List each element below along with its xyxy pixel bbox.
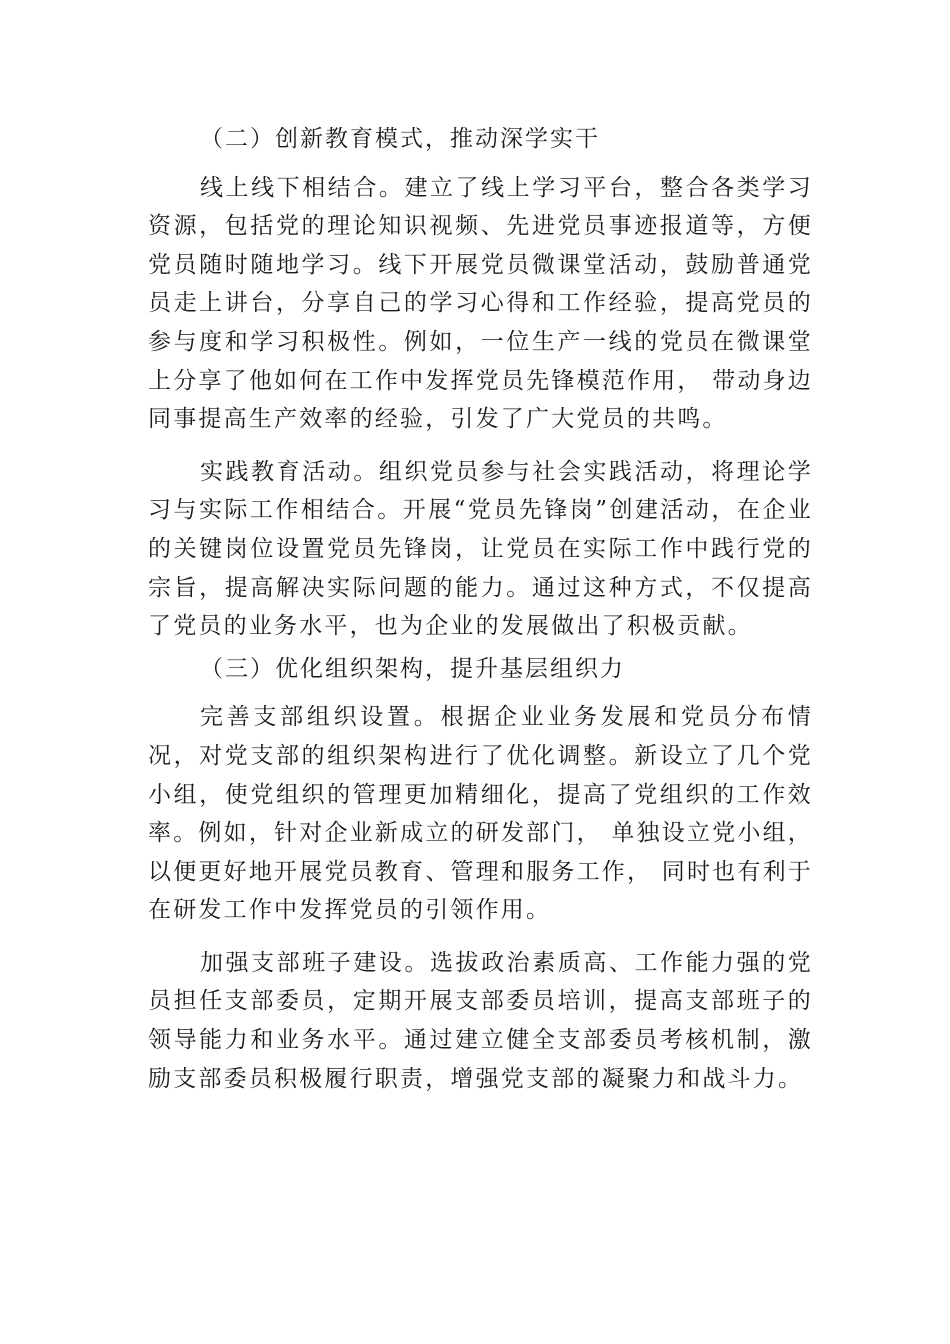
section-heading-3: （三）优化组织架构，提升基层组织力 [200, 655, 625, 682]
document-body [148, 120, 813, 1098]
paragraph-online-offline: 线上线下相结合。建立了线上学习平台，整合各类学习资源，包括党的理论知识视频、先进党员事迹报道等，方便党员随时随地学习。线下开展党员微课堂活动，鼓励普通党员走上讲台，分享自己的学习心得和工作经验，提高党员的参与度和学习积极性。例如，一位生产一线的党员在微课堂上分享了他如何在工作中发挥党员先锋模范作用， 带动身边 同事提高生产效率的经验，引发了广大党员的共鸣。 [148, 174, 813, 433]
section-heading-2: （二）创新教育模式，推动深学实干 [200, 126, 600, 152]
paragraph-practice-education: 实践教育活动。组织党员参与社会实践活动，将理论学习与实际工作相结合。开展“党员先锋岗”创建活动，在企业的关键岗位设置党员先锋岗，让党员在实际工作中践行党的宗旨，提高解决实际问题的能力。通过这种方式，不仅提高了党员的业务水平，也为企业的发展做出了积极贡献。 [148, 458, 813, 640]
paragraph-branch-setup: 完善支部组织设置。根据企业业务发展和党员分布情况，对党支部的组织架构进行了优化调整。新设立了几个党小组，使党组织的管理更加精细化，提高了党组织的工作效率。例如，针对企业新成立的研发部门， 单独设立党小组，以便更好地开展党员教育、管理和服务工作， 同时也有利于在研发工作中发挥党员的引领作用。 [148, 704, 813, 924]
paragraph-branch-team: 加强支部班子建设。选拔政治素质高、工作能力强的党员担任支部委员，定期开展支部委员培训，提高支部班子的领导能力和业务水平。通过建立健全支部委员考核机制，激励支部委员积极履行职责，增强党支部的凝聚力和战斗力。 [148, 949, 813, 1092]
